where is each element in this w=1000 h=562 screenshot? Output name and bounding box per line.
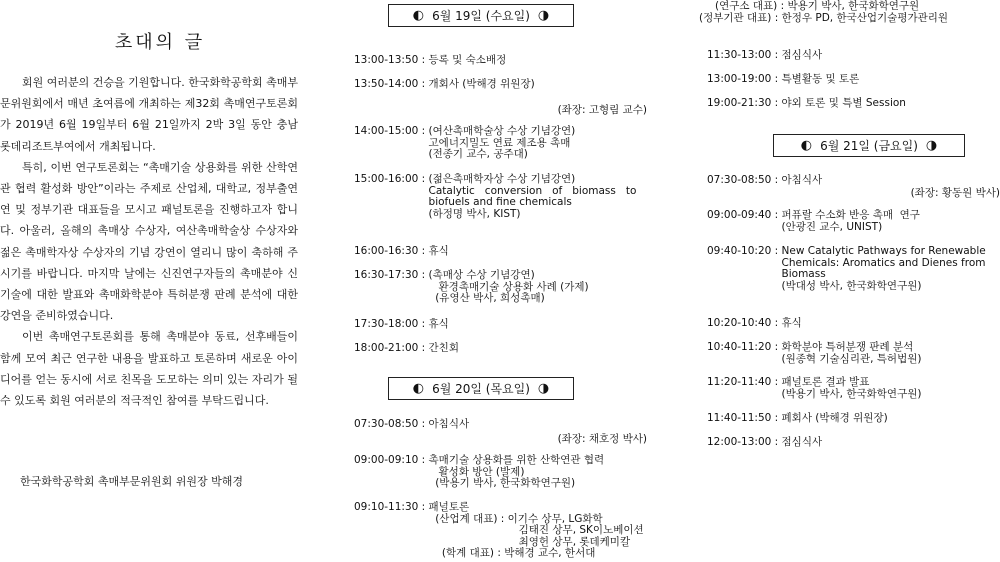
panel-continued-line: (연구소 대표) : 박용기 박사, 한국화학연구원	[715, 0, 920, 12]
half-circle-right-icon: ◑	[537, 381, 550, 396]
panel-continued-line: (정부기관 대표) : 한정우 PD, 한국산업기술평가관리원	[699, 12, 949, 24]
schedule-entry: 09:10-11:30 : 패널토론 (산업계 대표) : 이기수 상무, LG화학 김태진 상무, SK이노베이션 최영헌 상무, 롯데케미칼 (학계 대표) : 박해경 교수, 한서대	[354, 501, 644, 559]
schedule-entry: 14:00-15:00 : (여산촉매학술상 수상 기념강연) 고에너지밀도 연료 제조용 촉매 (전종기 교수, 공주대)	[354, 125, 576, 160]
half-circle-left-icon: ◐	[412, 381, 425, 396]
schedule-entry: 13:00-19:00 : 특별활동 및 토론	[707, 73, 860, 85]
day-label: 6월 21일 (금요일)	[820, 139, 918, 153]
invitation-paragraph: 이번 촉매연구토론회를 통해 촉매분야 동료, 선후배들이 함께 모여 최근 연구한 내용을 발표하고 토론하며 새로운 아이디어를 얻는 동시에 서로 친목을 도모하는 의미 있는 자리가 될 수 있도록 회원 여러분의 적극적인 참여를 부탁드립니다.	[0, 330, 298, 408]
schedule-entry: 11:40-11:50 : 폐회사 (박해경 위원장)	[707, 412, 888, 424]
day-header-21	[773, 134, 965, 157]
half-circle-right-icon: ◑	[537, 8, 550, 23]
schedule-entry: 09:00-09:40 : 퍼퓨랄 수소화 반응 촉매 연구 (안광진 교수, UNIST)	[707, 209, 920, 233]
schedule-entry: 09:00-09:10 : 촉매기술 상용화를 위한 산학연관 협력 활성화 방안 (발제) (박용기 박사, 한국화학연구원)	[354, 454, 605, 489]
schedule-entry: 12:00-13:00 : 점심식사	[707, 436, 823, 448]
schedule-entry: 10:20-10:40 : 휴식	[707, 317, 802, 329]
half-circle-right-icon: ◑	[925, 138, 938, 153]
invitation-signature: 한국화학공학회 촉매부문위원회 위원장 박해경	[20, 475, 244, 488]
schedule-entry: 11:30-13:00 : 점심식사	[707, 49, 823, 61]
schedule-entry: 13:00-13:50 : 등록 및 숙소배정	[354, 54, 507, 66]
schedule-entry: 10:40-11:20 : 화학분야 특허분쟁 판례 분석 (원종혁 기술심리관, 특허법원)	[707, 341, 922, 365]
schedule-entry: 13:50-14:00 : 개회사 (박해경 위원장)	[354, 78, 535, 90]
invitation-paragraph: 회원 여러분의 건승을 기원합니다. 한국화학공학회 촉매부문위원회에서 매년 초여름에 개최하는 제32회 촉매연구토론회가 2019년 6월 19일부터 6월 21일까지 2박 3일 동안 충남 롯데리조트부여에서 개최됩니다.	[0, 76, 299, 153]
schedule-entry: 07:30-08:50 : 아침식사	[354, 418, 470, 430]
day-label: 6월 19일 (수요일)	[432, 9, 530, 23]
schedule-entry: 16:00-16:30 : 휴식	[354, 245, 449, 257]
day-label: 6월 20일 (목요일)	[432, 382, 530, 396]
half-circle-left-icon: ◐	[412, 8, 425, 23]
schedule-entry: 18:00-21:00 : 간친회	[354, 342, 459, 354]
schedule-entry: 15:00-16:00 : (젊은촉매학자상 수상 기념강연) Catalytic conversion of biomass to biofuels and fine chemicals (하정명 박사, KIST)	[354, 173, 637, 220]
invitation-paragraph: 특히, 이번 연구토론회는 “촉매기술 상용화를 위한 산학연관 협력 활성화 방안”이라는 주제로 산업체, 대학교, 정부출연연 및 정부기관 대표들을 모시고 패널토론을 진행하고자 합니다. 아울러, 올해의 촉매상 수상자, 여산촉매학술상 수상자와 젊은 촉매학자상 수상자의 기념 강연이 열리니 많이 축하해 주시기를 바랍니다. 마지막 날에는 신진연구자들의 촉매분야 신기술에 대한 발표와 촉매화학분야 특허분쟁 판례 분석에 대한 강연을 준비하였습니다.	[0, 160, 298, 323]
half-circle-left-icon: ◐	[800, 138, 813, 153]
day-header-20	[388, 377, 574, 400]
schedule-entry: 19:00-21:30 : 야외 토론 및 특별 Session	[707, 97, 906, 109]
schedule-entry: 07:30-08:50 : 아침식사	[707, 174, 823, 186]
schedule-entry: 17:30-18:00 : 휴식	[354, 318, 449, 330]
schedule-entry: 16:30-17:30 : (촉매상 수상 기념강연) 환경촉매기술 상용화 사례 (가제) (유영산 박사, 희성촉매)	[354, 269, 589, 304]
schedule-entry: 09:40-10:20 : New Catalytic Pathways for Renewable Chemicals: Aromatics and Dienes from Biomass (박대성 박사, 한국화학연구원)	[707, 245, 986, 292]
invitation-title: 초대의 글	[114, 32, 206, 53]
invitation-body	[0, 72, 298, 411]
session-chair: (좌장: 고형림 교수)	[557, 104, 647, 116]
session-chair: (좌장: 채호정 박사)	[557, 433, 647, 445]
day-header-19	[388, 4, 574, 27]
schedule-entry: 11:20-11:40 : 패널토론 결과 발표 (박용기 박사, 한국화학연구원)	[707, 376, 922, 400]
session-chair: (좌장: 황동원 박사)	[910, 187, 1000, 199]
